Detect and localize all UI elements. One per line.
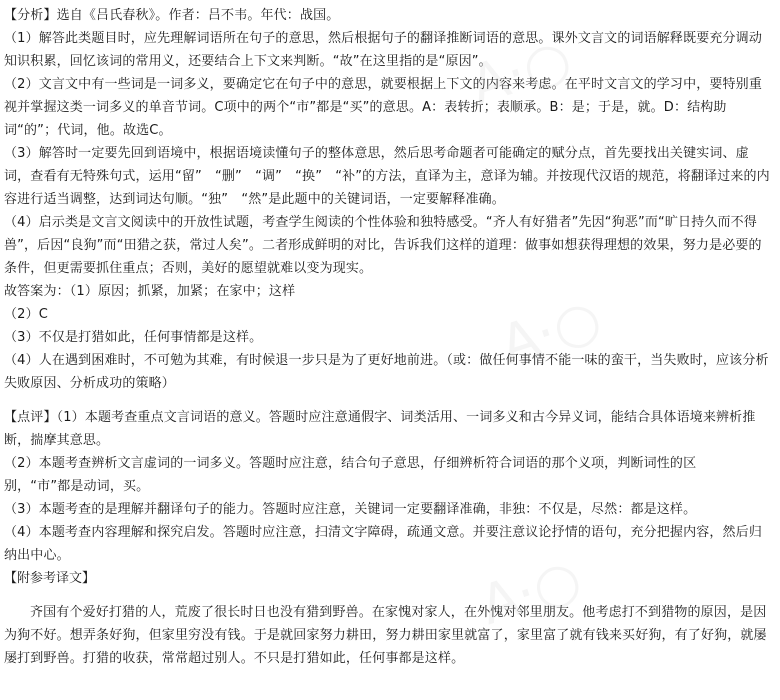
analysis-item-2: （2）文言文中有一些词是一词多义，要确定它在句子中的意思，就要根据上下文的内容来考虑。在平时文言文的学习中，要特别重视并掌握这类一词多义的单音节词。C项中的两个“市”都是“买”的意思。A：表转折；表顺承。B：是；于是，就。D：结构助词“的”；代词，他。故选C。 — [4, 77, 762, 138]
analysis-section — [4, 4, 774, 280]
answer-4: （4）人在遇到困难时，不可勉为其难，有时候退一步只是为了更好地前进。（或：做任何事情不能一味的蛮干，当失败时，应该分析失败原因、分析成功的策略） — [4, 353, 769, 391]
translation-section — [4, 567, 774, 670]
answer-1: 故答案为：（1）原因；抓紧，加紧；在家中；这样 — [4, 284, 296, 299]
analysis-item-4: （4）启示类是文言文阅读中的开放性试题，考查学生阅读的个性体验和独特感受。“齐人有好猎者”先因“狗恶”而“旷日持久而不得兽”，后因“良狗”而“田猎之获，常过人矣”。二者形成鲜明的对比，告诉我们这样的道理：做事如想获得理想的效果，努力是必要的条件，但更需要抓住重点；否则，美好的愿望就难以变为现实。 — [4, 215, 762, 276]
review-item-4: （4）本题考查内容理解和探究启发。答题时应注意，扫清文字障碍，疏通文意。并要注意议论抒情的语句，充分把握内容，然后归纳出中心。 — [4, 525, 762, 563]
review-item-2-cont: 别，“市”都是动词，买。 — [4, 479, 150, 494]
review-item-2: （2）本题考查辨析文言虚词的一词多义。答题时应注意，结合句子意思，仔细辨析符合词语的那个义项，判断词性的区 — [4, 456, 697, 471]
translation-body: 齐国有个爱好打猎的人，荒废了很长时日也没有猎到野兽。在家愧对家人，在外愧对邻里朋友。他考虑打不到猎物的原因，是因为狗不好。想弄条好狗，但家里穷没有钱。于是就回家努力耕田，努力耕田家里就富了，家里富了就有钱来买好狗，有了好狗，就屡屡打到野兽。打猎的收获，常常超过别人。不只是打猎如此，任何事都是这样。 — [4, 605, 767, 666]
watermark: A·○ — [492, 285, 609, 378]
analysis-intro: 【分析】选自《吕氏春秋》。作者：吕不韦。年代：战国。 — [4, 8, 340, 23]
translation-heading: 【附参考译文】 — [4, 571, 96, 586]
review-section — [4, 406, 774, 567]
answers-section — [4, 280, 774, 395]
watermark: A·○ — [462, 25, 579, 118]
analysis-item-1: （1）解答此类题目时，应先理解词语所在句子的意思，然后根据句子的翻译推断词语的意思。课外文言文的词语解释既要充分调动知识积累，回忆该词的常用义，还要结合上下文来判断。“故”在这里指的是“原因”。 — [4, 31, 762, 69]
answer-2: （2）C — [4, 307, 48, 322]
section-spacer — [4, 395, 774, 406]
watermark: A·○ — [472, 545, 589, 638]
answer-3: （3）不仅是打猎如此，任何事情都是这样。 — [4, 330, 263, 345]
analysis-item-3: （3）解答时一定要先回到语境中，根据语境读懂句子的整体意思，然后思考命题者可能确定的赋分点，首先要找出关键实词、虚词，查看有无特殊句式，运用“留” “删” “调” “换” “补”的方法，直译为主，意译为辅。并按现代汉语的规范，将翻译过来的内容进行适当调整，达到词达句顺。“独” “然”是此题中的关键词语，一定要解释准确。 — [4, 146, 770, 207]
review-item-1: 【点评】（1）本题考查重点文言词语的意义。答题时应注意通假字、词类活用、一词多义和古今异义词，能结合具体语境来辨析推断，揣摩其意思。 — [4, 410, 756, 448]
section-spacer — [4, 590, 774, 601]
review-item-3: （3）本题考查的是理解并翻译句子的能力。答题时应注意，关键词一定要翻译准确，非独：不仅是，尽然：都是这样。 — [4, 502, 697, 517]
